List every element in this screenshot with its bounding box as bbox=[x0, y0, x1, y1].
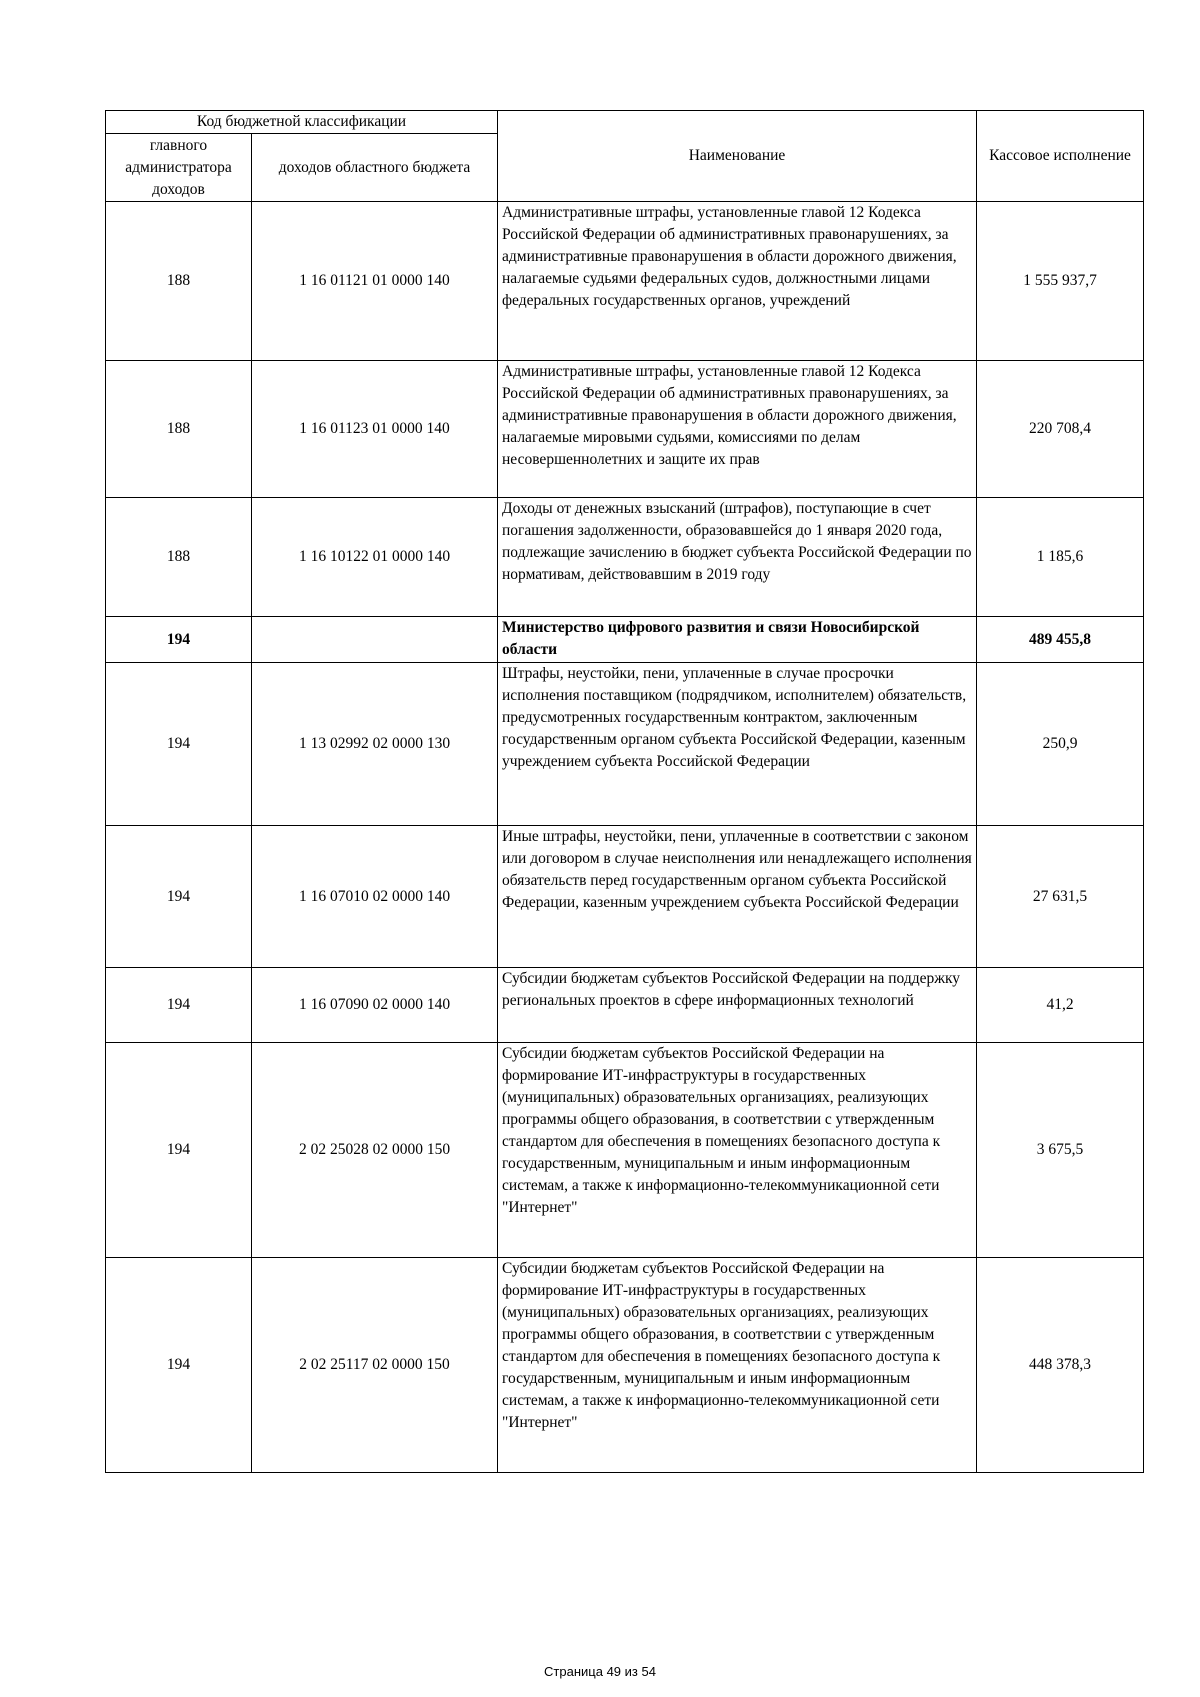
income-code-cell: 2 02 25117 02 0000 150 bbox=[252, 1258, 498, 1473]
header-name: Наименование bbox=[498, 111, 977, 202]
table-row bbox=[106, 663, 1144, 826]
header-admin: главного администратора доходов bbox=[106, 134, 252, 202]
income-code-cell: 1 16 07090 02 0000 140 bbox=[252, 968, 498, 1043]
table-row bbox=[106, 1043, 1144, 1258]
admin-code-cell: 188 bbox=[106, 202, 252, 361]
name-cell: Административные штрафы, установленные главой 12 Кодекса Российской Федерации об административных правонарушениях, за административные правонарушения в области дорожного движения, налагаемые судьями федеральных судов, должностными лицами федеральных государственных органов, учреждений bbox=[498, 202, 977, 361]
amount-cell: 1 185,6 bbox=[977, 498, 1144, 617]
name-cell: Субсидии бюджетам субъектов Российской Федерации на формирование ИТ-инфраструктуры в государственных (муниципальных) образовательных организациях, реализующих программы общего образования, в соответствии с утвержденным стандартом для обеспечения в помещениях безопасного доступа к государственным, муниципальным и иным информационным системам, а также к информационно-телекоммуникационной сети "Интернет" bbox=[498, 1043, 977, 1258]
table-row bbox=[106, 968, 1144, 1043]
header-amount: Кассовое исполнение bbox=[977, 111, 1144, 202]
amount-cell: 489 455,8 bbox=[977, 617, 1144, 663]
budget-table bbox=[105, 110, 1144, 1473]
amount-cell: 27 631,5 bbox=[977, 826, 1144, 968]
amount-cell: 1 555 937,7 bbox=[977, 202, 1144, 361]
admin-code-cell: 194 bbox=[106, 617, 252, 663]
table-row bbox=[106, 361, 1144, 498]
table-row bbox=[106, 1258, 1144, 1473]
name-cell: Субсидии бюджетам субъектов Российской Федерации на формирование ИТ-инфраструктуры в государственных (муниципальных) образовательных организациях, реализующих программы общего образования, в соответствии с утвержденным стандартом для обеспечения в помещениях безопасного доступа к государственным, муниципальным и иным информационным системам, а также к информационно-телекоммуникационной сети "Интернет" bbox=[498, 1258, 977, 1473]
admin-code-cell: 194 bbox=[106, 1043, 252, 1258]
income-code-cell: 1 13 02992 02 0000 130 bbox=[252, 663, 498, 826]
table-row-section bbox=[106, 617, 1144, 663]
name-cell: Штрафы, неустойки, пени, уплаченные в случае просрочки исполнения поставщиком (подрядчиком, исполнителем) обязательств, предусмотренных государственным контрактом, заключенным государственным органом субъекта Российской Федерации, казенным учреждением субъекта Российской Федерации bbox=[498, 663, 977, 826]
name-cell: Субсидии бюджетам субъектов Российской Федерации на поддержку региональных проектов в сфере информационных технологий bbox=[498, 968, 977, 1043]
admin-code-cell: 194 bbox=[106, 826, 252, 968]
income-code-cell: 1 16 10122 01 0000 140 bbox=[252, 498, 498, 617]
admin-code-cell: 188 bbox=[106, 498, 252, 617]
amount-cell: 3 675,5 bbox=[977, 1043, 1144, 1258]
header-income: доходов областного бюджета bbox=[252, 134, 498, 202]
admin-code-cell: 194 bbox=[106, 968, 252, 1043]
income-code-cell: 1 16 01121 01 0000 140 bbox=[252, 202, 498, 361]
page-number: Страница 49 из 54 bbox=[544, 1664, 656, 1679]
name-cell: Административные штрафы, установленные главой 12 Кодекса Российской Федерации об административных правонарушениях, за административные правонарушения в области дорожного движения, налагаемые мировыми судьями, комиссиями по делам несовершеннолетних и защите их прав bbox=[498, 361, 977, 498]
income-code-cell: 1 16 01123 01 0000 140 bbox=[252, 361, 498, 498]
header-kbk: Код бюджетной классификации bbox=[106, 111, 498, 134]
admin-code-cell: 188 bbox=[106, 361, 252, 498]
admin-code-cell: 194 bbox=[106, 663, 252, 826]
income-code-cell: 2 02 25028 02 0000 150 bbox=[252, 1043, 498, 1258]
name-cell: Доходы от денежных взысканий (штрафов), поступающие в счет погашения задолженности, образовавшейся до 1 января 2020 года, подлежащие зачислению в бюджет субъекта Российской Федерации по нормативам, действовавшим в 2019 году bbox=[498, 498, 977, 617]
amount-cell: 448 378,3 bbox=[977, 1258, 1144, 1473]
table-row bbox=[106, 826, 1144, 968]
section-name-cell: Министерство цифрового развития и связи Новосибирской области bbox=[498, 617, 977, 663]
table-row bbox=[106, 498, 1144, 617]
name-cell: Иные штрафы, неустойки, пени, уплаченные в соответствии с законом или договором в случае неисполнения или ненадлежащего исполнения обязательств перед государственным органом субъекта Российской Федерации, казенным учреждением субъекта Российской Федерации bbox=[498, 826, 977, 968]
income-code-cell: 1 16 07010 02 0000 140 bbox=[252, 826, 498, 968]
income-code-cell bbox=[252, 617, 498, 663]
table-row bbox=[106, 202, 1144, 361]
amount-cell: 220 708,4 bbox=[977, 361, 1144, 498]
amount-cell: 41,2 bbox=[977, 968, 1144, 1043]
amount-cell: 250,9 bbox=[977, 663, 1144, 826]
admin-code-cell: 194 bbox=[106, 1258, 252, 1473]
